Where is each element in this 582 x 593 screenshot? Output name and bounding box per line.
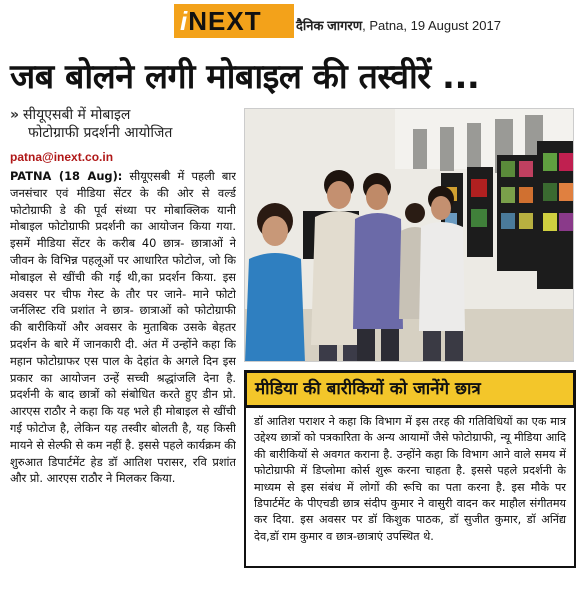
story-body [10, 168, 236, 586]
sidebar-box-body: डॉ आतिश पराशर ने कहा कि विभाग में इस तरह की गतिविधियों का एक मात्र उद्देश्य छात्रों को पत्रकारिता के अन्य आयामों जैसे फोटोग्राफी, न्यू मीडिया आदि की बारीकियों से अवगत कराना है. उन्होंने कहा कि विभाग आने वाले समय में फोटोग्राफी में डिप्लोमा कोर्स शुरू करना चाहता है. इससे पहले प्रदर्शनी के माध्यम से इस संबंध में लोगों की रूचि का पता करना है. इस मौके पर डिपार्टमेंट के पीएचडी छात्र संदीप कुमार ने वासुरी वादन कर माहौल संगीतमय कर दिया. इस अवसर पर डॉ किशुक पाठक, डॉ सुजीत कुमार, डॉ अनिंद्य देव,डॉ राम कुमार व छात्र-छात्राएं उपस्थित थे. [244, 408, 576, 568]
headline: जब बोलने लगी मोबाइल की तस्वीरें ... [10, 57, 480, 97]
issue-date: 19 August 2017 [410, 18, 501, 33]
exhibition-photo [244, 108, 574, 362]
logo-next: NEXT [188, 6, 262, 36]
masthead [0, 0, 582, 44]
story-text: सीयूएसबी में पहली बार जनसंचार एवं मीडिया सेंटर के की ओर से वर्ल्ड फोटोग्राफी डे की पूर्व संध्या पर मोबाक्लिक यानी मोबाइल फोटोग्राफी प्रदर्शनी का आयोजन किया गया. इसमें मीडिया सेंटर के करीब 40 छात्र- छात्राओं ने जीवन के विभिन्न पहलूओं पर आधारित फोटोज, जो कि मोबाइल से खींची की गई थी,का प्रदर्शन किया. इस अवसर पर चीफ गेस्ट के तौर पर जाने- माने फोटो जर्नलिस्ट रवि प्रशांत ने छात्र- छात्राओं को फोटोग्राफी की बारीकियों और अवसर के मुताबिक उसके बेहतर प्रदर्शन के बारे में जानकारी दी. अंत में उन्होंने कहा कि महान फोटोग्राफर एस पाल के देहांत के अगले दिन इस प्रकार का आयोजन उन्हें सच्ची श्रद्धांजलि देना है. प्रदर्शनी के बाद छात्रों को संबोधित करते हुए डीन प्रो. आरएस राठौर ने कहा कि यह भले ही मोबाइल से खींची गई फोटोज है, लेकिन यह तस्वीर बोलती है, यह किसी मायने से सेल्फी से कम नहीं है. इससे पहले कार्यक्रम की शुरुआत डिपार्टमेंट हेड डॉ आतिश परासर, रवि प्रशांत और प्रो. आरएस राठौर ने मिलकर किया. [10, 169, 236, 486]
chevron-right-icon: » [10, 107, 20, 123]
sidebar-box-title: मीडिया की बारीकियों को जानेंगे छात्र [247, 373, 573, 405]
story-dateline: PATNA (18 Aug): [10, 169, 123, 183]
subhead-line1: सीयूएसबी में मोबाइल [23, 107, 131, 123]
subhead [10, 106, 238, 142]
logo-i: i [180, 6, 189, 36]
paper-name: दैनिक जागरण [296, 18, 363, 33]
subhead-line2: फोटोग्राफी प्रदर्शनी आयोजित [28, 125, 173, 141]
email-link[interactable]: patna@inext.co.in [10, 150, 114, 164]
city-name: Patna [369, 18, 404, 33]
masthead-dateline: दैनिक जागरण, Patna, 19 August 2017 [296, 18, 501, 33]
sidebar-box-heading [244, 370, 576, 408]
inext-logo [174, 4, 294, 38]
